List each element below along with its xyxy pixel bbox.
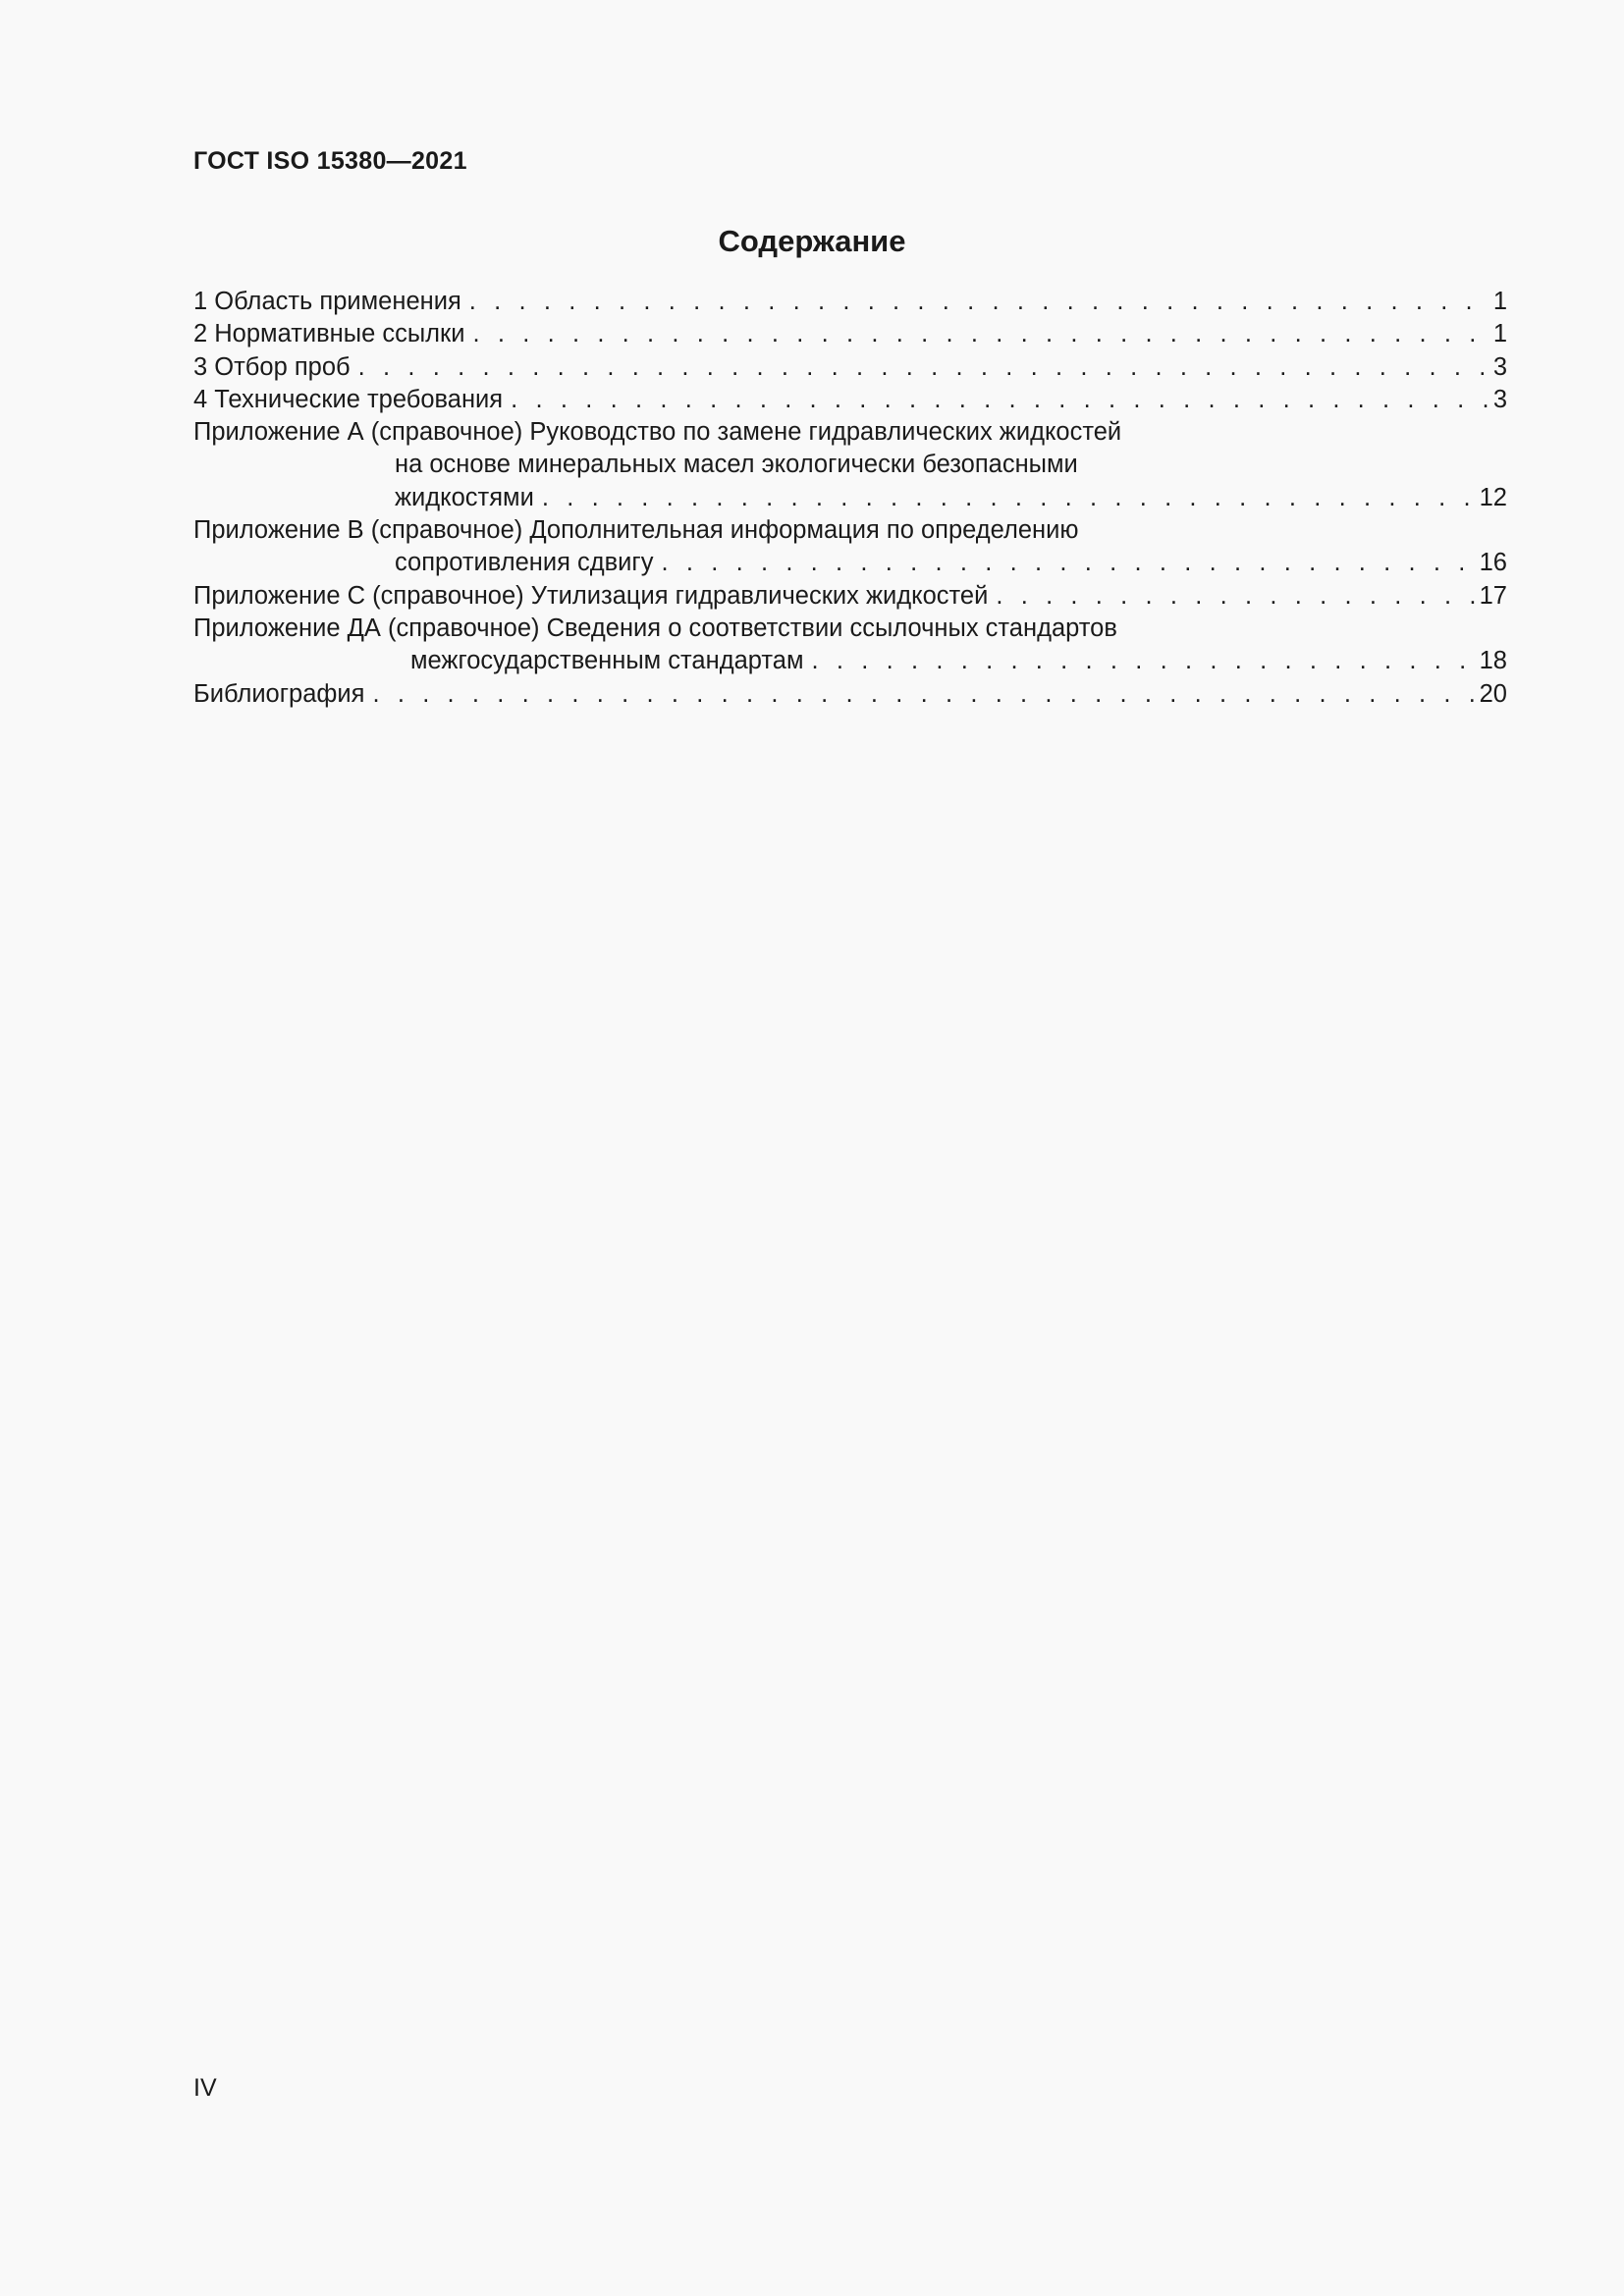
toc-entry-bibliography[interactable]: [193, 678, 1507, 711]
toc-entry-label: Приложение ДА (справочное) Сведения о соответствии ссылочных стандартов: [193, 614, 1117, 642]
dot-leader: [372, 678, 1475, 711]
toc-entry-label: 1 Область применения: [193, 288, 461, 315]
dot-leader: [469, 286, 1489, 318]
toc-entry-annex-c[interactable]: [193, 580, 1507, 613]
dot-leader: [661, 547, 1475, 579]
toc-entry-label-continued: на основе минеральных масел экологически безопасными: [395, 451, 1078, 479]
toc-entry-label: 3 Отбор проб: [193, 352, 351, 381]
toc-entry-scope[interactable]: [193, 286, 1507, 318]
toc-entry-annex-a[interactable]: [193, 416, 1507, 514]
toc-page-number: 1: [1492, 320, 1507, 348]
toc-entry-label-continued: сопротивления сдвигу: [395, 549, 654, 577]
dot-leader: [358, 351, 1489, 384]
toc-page-number: 12: [1479, 483, 1507, 511]
toc-entry-label: Приложение А (справочное) Руководство по замене гидравлических жидкостей: [193, 418, 1122, 447]
dot-leader: [511, 384, 1489, 416]
toc-entry-annex-b[interactable]: [193, 514, 1507, 580]
toc-entry-normative-references[interactable]: [193, 318, 1507, 350]
toc-entry-label: Библиография: [193, 679, 365, 708]
toc-page-number: 17: [1479, 581, 1507, 610]
toc-page-number: 3: [1492, 385, 1507, 413]
dot-leader: [472, 318, 1489, 350]
toc-entry-label: Приложение С (справочное) Утилизация гидравлических жидкостей: [193, 581, 989, 610]
toc-entry-label: 2 Нормативные ссылки: [193, 320, 465, 348]
toc-entry-label-continued: межгосударственным стандартам: [410, 647, 804, 675]
toc-page-number: 16: [1479, 549, 1507, 577]
toc-page-number: 20: [1479, 679, 1507, 708]
table-of-contents: [193, 286, 1507, 711]
page-number: IV: [193, 2074, 217, 2102]
toc-entry-technical-requirements[interactable]: [193, 384, 1507, 416]
toc-page-number: 3: [1492, 352, 1507, 381]
toc-entry-annex-da[interactable]: [193, 613, 1507, 678]
toc-entry-label: Приложение В (справочное) Дополнительная информация по определению: [193, 516, 1079, 545]
toc-page-number: 1: [1492, 288, 1507, 315]
toc-entry-sampling[interactable]: [193, 351, 1507, 384]
toc-entry-label: 4 Технические требования: [193, 385, 504, 413]
toc-entry-label-continued: жидкостями: [395, 483, 534, 511]
toc-page-number: 18: [1479, 647, 1507, 675]
toc-title: Содержание: [718, 224, 906, 258]
dot-leader: [996, 580, 1475, 613]
document-header: ГОСТ ISO 15380—2021: [193, 147, 467, 175]
dot-leader: [542, 482, 1476, 514]
dot-leader: [811, 645, 1475, 677]
